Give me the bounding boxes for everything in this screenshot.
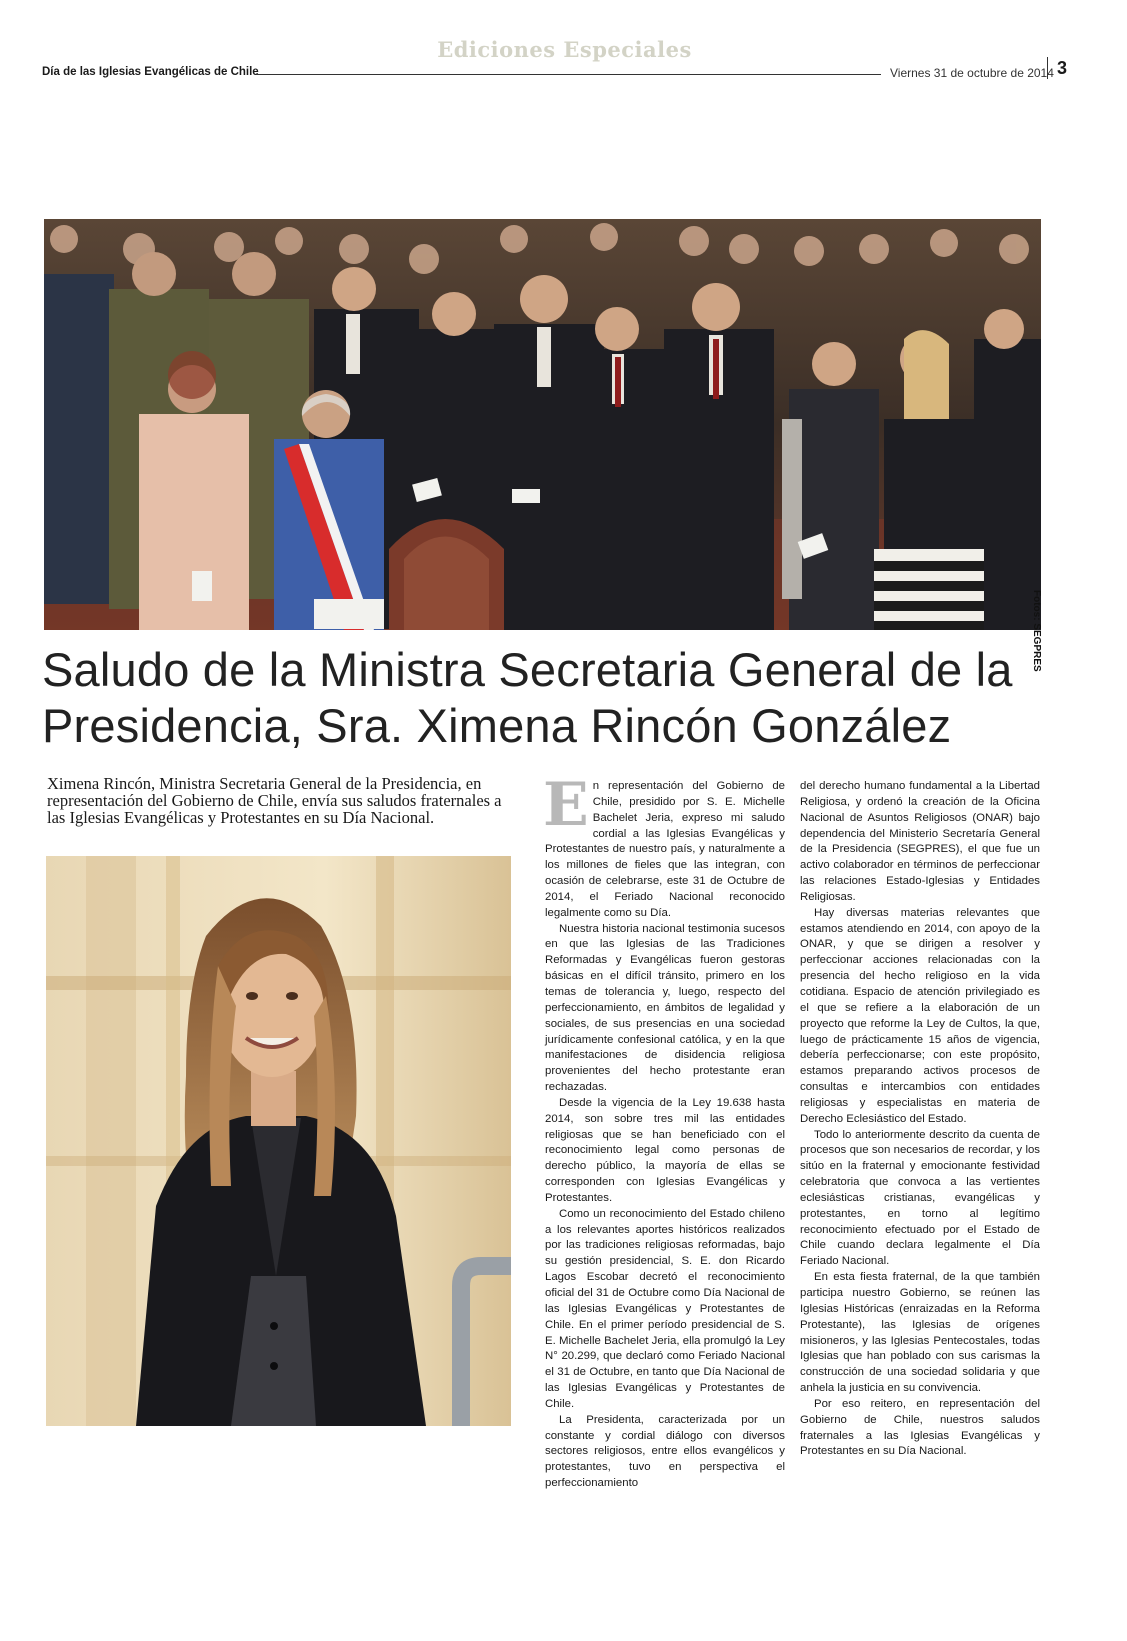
header-separator xyxy=(1047,57,1048,79)
portrait-photo xyxy=(46,856,511,1426)
ceremony-photo xyxy=(44,219,1041,630)
ceremony-photo-illustration xyxy=(44,219,1041,630)
paragraph-4: Como un reconocimiento del Estado chileno a los relevantes aportes históricos realizados por las tradiciones religiosas reformadas, bajo su gestión presidencial, S. E. don Ricardo Lagos Escobar decretó el reconocimiento oficial del 31 de Octubre como Día Nacional de las Iglesias Evangélicas y Protestantes de Chile. En el primer período presidencial de S. E. Michelle Bachelet Jeria, ella promulgó la Ley N° 20.299, que declaró como Feriado Nacional el 31 de Octubre, en tanto que Día Nacional de las Iglesias Evangélicas y Protestantes de Chile. xyxy=(545,1207,785,1410)
page-number: 3 xyxy=(1057,58,1068,78)
paragraph-8: Todo lo anteriormente descrito da cuenta de procesos que son necesarios de recordar, y los sitúo en la fraternal y emocionante festividad celebratoria que convoca a las vertientes eclesiásticas cristianas, evangélicas y protestantes, en torno al legítimo reconocimiento efectuado por el Estado de Chile cuando declara legalmente el Día Feriado Nacional. xyxy=(800,1128,1040,1268)
paragraph-2: Nuestra historia nacional testimonia sucesos en que las Iglesias de las Tradiciones Reformadas y Evangélicas fueron gestoras básicas en el difícil tránsito, primero en los temas de tolerancia y, luego, respecto del perfeccionamiento, en ámbitos de legalidad y sociales, de sus presencias en una sociedad jurídicamente confesional católica, y en la que manifestaciones de disidencia religiosa provenientes del hecho protestante eran rechazadas. xyxy=(545,922,785,1094)
portrait-photo-illustration xyxy=(46,856,511,1426)
article-deck: Ximena Rincón, Ministra Secretaria General de la Presidencia, en representación del Gobierno de Chile, envía sus saludos fraternales a las Iglesias Evangélicas y Protestantes en su Día Nacional. xyxy=(47,774,502,827)
publication-name: Día de las Iglesias Evangélicas de Chile xyxy=(42,66,259,78)
paragraph-7: Hay diversas materias relevantes que estamos atendiendo en 2014, con apoyo de la ONAR, y que se dirigen a resolver y perfeccionar acciones relacionadas con la presencia del hecho religioso en la vida cotidiana. Espacio de atención privilegiado es el que se refiere a la elaboración de un proyecto que reforme la Ley de Cultos, la que, luego de prácticamente 15 años de vigencia, debería perfeccionarse; con este propósito, estamos preparando activos procesos de consultas e intercambios con entidades religiosas y especialistas en materia de Derecho Eclesiástico del Estado. xyxy=(800,906,1040,1125)
issue-date: Viernes 31 de octubre de 2014 xyxy=(890,66,1054,80)
header-rule xyxy=(256,74,881,75)
ceremony-photo-alt: Asistentes de pie durante ceremonia oficial xyxy=(542,455,562,456)
page-header xyxy=(42,30,1087,86)
paragraph-1 xyxy=(543,770,785,922)
article-column-1 xyxy=(543,770,785,1492)
article-column-2 xyxy=(800,779,1040,1460)
drop-cap: E xyxy=(543,770,589,840)
paragraph-9: En esta fiesta fraternal, de la que también participa nuestro Gobierno, se reúnen las Iglesias Históricas (enraizadas en la Reforma Protestante), las Iglesias de orígenes misioneros, y las Iglesias Pentecostales, todas Iglesias que han poblado con sus carismas la construcción de una sociedad solidaria y que anhela la justicia en su convivencia. xyxy=(800,1271,1040,1395)
portrait-alt: Retrato de Ximena Rincón xyxy=(278,1141,290,1142)
paragraph-1-text: n representación del Gobierno de Chile, presidido por S. E. Michelle Bachelet Jeria, expreso mi saludo cordial a las Iglesias Evangélicas y Protestantes de nuestro país, y naturalmente a los millones de fieles que las integran, con ocasión de celebrarse, este 31 de Octubre de 2014, el Feriado Nacional reconocido legalmente como su Día. xyxy=(545,780,785,919)
article-headline: Saludo de la Ministra Secretaria General de la Presidencia, Sra. Ximena Rincón González xyxy=(42,643,1013,752)
paragraph-5: La Presidenta, caracterizada por un constante y cordial diálogo con diversos sectores religiosos, entre ellos evangélicos y protestantes, tuvo en perspectiva el perfeccionamiento xyxy=(545,1413,785,1490)
paragraph-3: Desde la vigencia de la Ley 19.638 hasta 2014, son sobre tres mil las entidades religiosas que se han beneficiado con el reconocimiento legal como personas de derecho público, la mayoría de ellas se corresponden con Iglesias Evangélicas y Protestantes. xyxy=(545,1096,785,1204)
paragraph-10: Por eso reitero, en representación del Gobierno de Chile, nuestros saludos fraternales a las Iglesias Evangélicas y Protestantes en su Día Nacional. xyxy=(800,1397,1040,1458)
photo-credit: Fotos: SEGPRES xyxy=(1031,590,1042,672)
section-title: Ediciones Especiales xyxy=(437,37,692,62)
paragraph-6: del derecho humano fundamental a la Libertad Religiosa, y ordenó la creación de la Oficina Nacional de Asuntos Religiosos (ONAR) bajo dependencia del Ministerio Secretaría General de la Presidencia (SEGPRES), el que fue un activo colaborador en términos de perfeccionar las relaciones Estado-Iglesias y Entidades Religiosas. xyxy=(800,780,1040,903)
